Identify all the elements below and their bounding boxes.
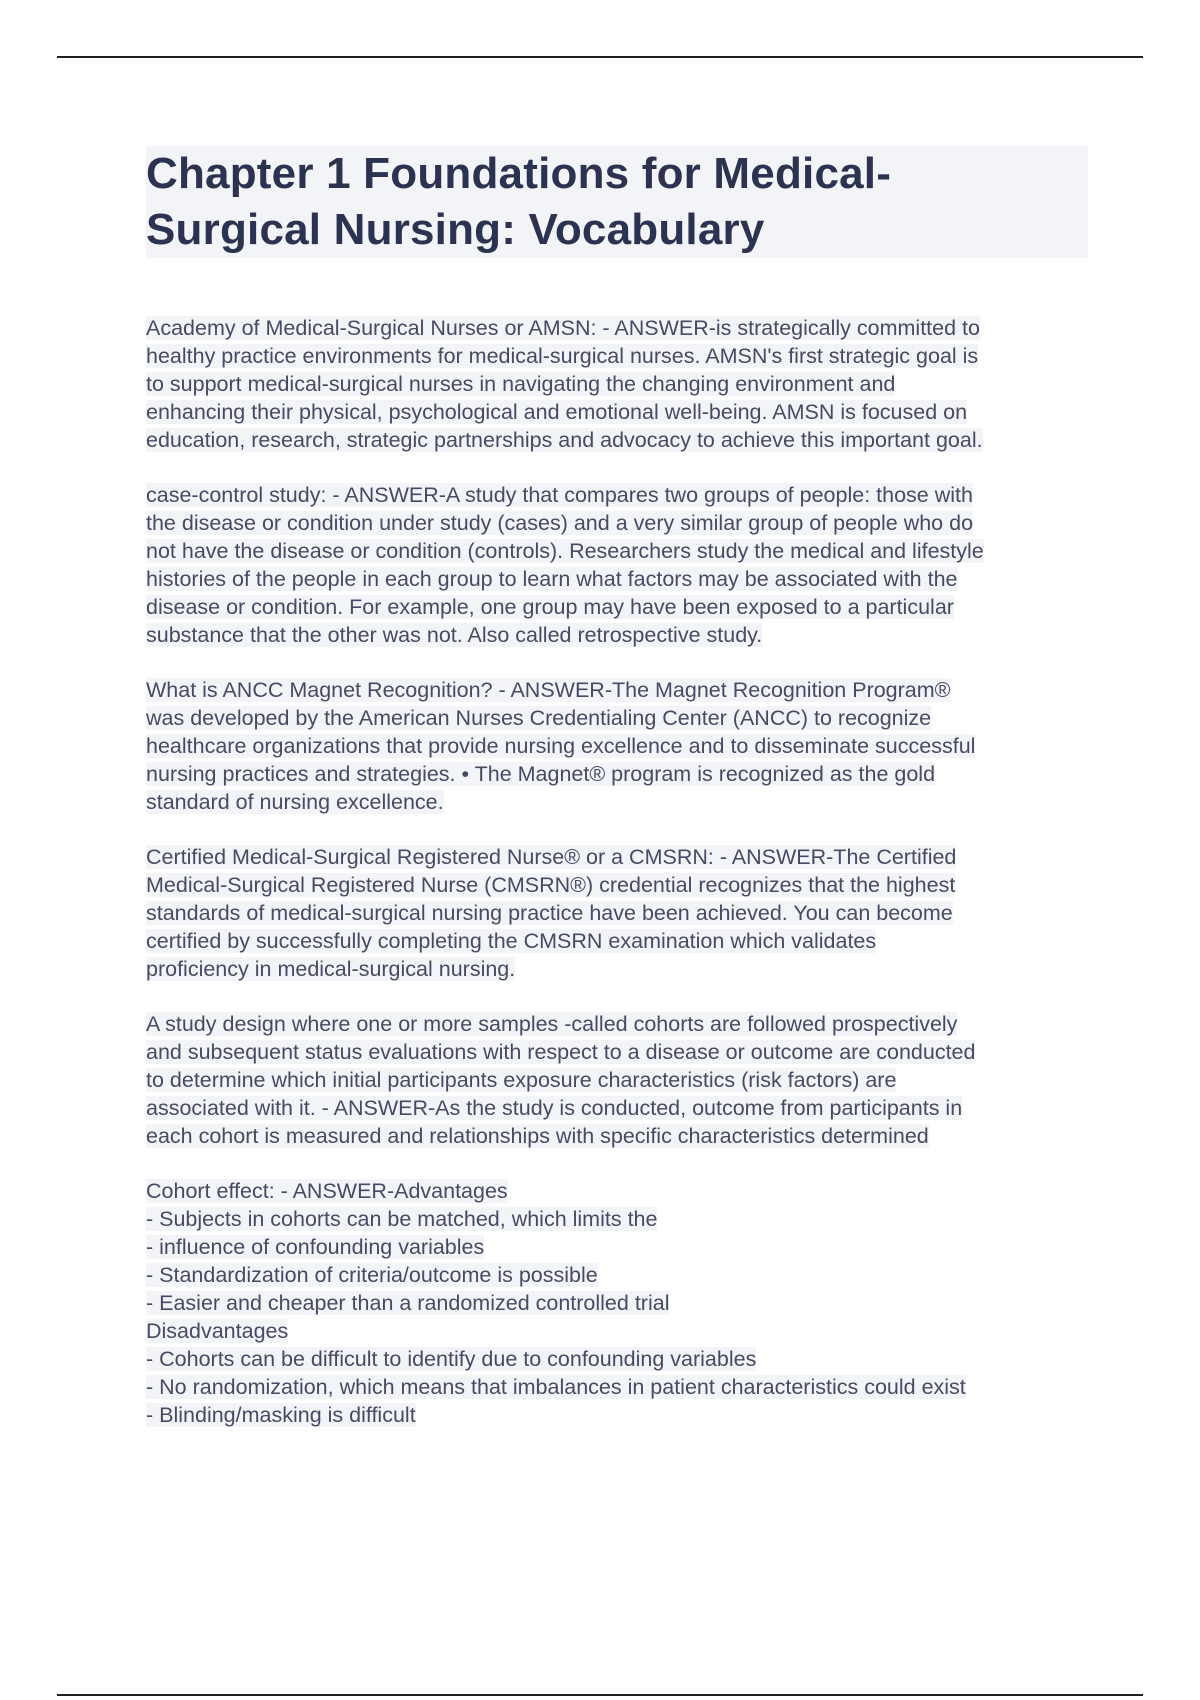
entry-line xyxy=(146,621,1088,649)
entry-line xyxy=(146,760,1088,788)
vocabulary-entry xyxy=(146,1177,1088,1429)
vocabulary-entry xyxy=(146,676,1088,816)
bottom-rule xyxy=(57,1694,1143,1696)
entry-line xyxy=(146,1122,1088,1150)
top-rule xyxy=(57,56,1143,58)
vocabulary-list xyxy=(146,314,1088,1429)
entry-line-text: Cohort effect: - ANSWER-Advantages xyxy=(146,1179,508,1203)
vocabulary-entry xyxy=(146,481,1088,649)
entry-line xyxy=(146,1233,1088,1261)
entry-line xyxy=(146,955,1088,983)
entry-line-text: each cohort is measured and relationships with specific characteristics determined xyxy=(146,1124,929,1148)
entry-line-text: - Cohorts can be difficult to identify due to confounding variables xyxy=(146,1347,757,1371)
entry-line-text: certified by successfully completing the CMSRN examination which validates xyxy=(146,929,877,953)
entry-line-text: What is ANCC Magnet Recognition? - ANSWER-The Magnet Recognition Program® xyxy=(146,678,951,702)
entry-line-text: - influence of confounding variables xyxy=(146,1235,485,1259)
entry-line xyxy=(146,1317,1088,1345)
entry-line xyxy=(146,537,1088,565)
entry-line xyxy=(146,1177,1088,1205)
entry-line-text: - Easier and cheaper than a randomized controlled trial xyxy=(146,1291,670,1315)
entry-line-text: substance that the other was not. Also called retrospective study. xyxy=(146,623,763,647)
entry-line-text: - Blinding/masking is difficult xyxy=(146,1403,416,1427)
entry-line xyxy=(146,1094,1088,1122)
page-title xyxy=(146,146,1088,258)
entry-line-text: standard of nursing excellence. xyxy=(146,790,444,814)
entry-line xyxy=(146,342,1088,370)
entry-line-text: associated with it. - ANSWER-As the study is conducted, outcome from participants in xyxy=(146,1096,963,1120)
title-line: Chapter 1 Foundations for Medical- xyxy=(146,149,892,198)
entry-line xyxy=(146,704,1088,732)
entry-line xyxy=(146,509,1088,537)
entry-line xyxy=(146,1345,1088,1373)
entry-line xyxy=(146,843,1088,871)
vocabulary-entry xyxy=(146,843,1088,983)
title-line: Surgical Nursing: Vocabulary xyxy=(146,205,765,254)
entry-line xyxy=(146,426,1088,454)
entry-line-text: the disease or condition under study (cases) and a very similar group of people who do xyxy=(146,511,974,535)
entry-line-text: Certified Medical-Surgical Registered Nurse® or a CMSRN: - ANSWER-The Certified xyxy=(146,845,957,869)
entry-line-text: nursing practices and strategies. • The Magnet® program is recognized as the gold xyxy=(146,762,936,786)
entry-line-text: - No randomization, which means that imbalances in patient characteristics could exist xyxy=(146,1375,966,1399)
entry-line-text: healthcare organizations that provide nursing excellence and to disseminate successful xyxy=(146,734,976,758)
entry-line-text: education, research, strategic partnerships and advocacy to achieve this important goal. xyxy=(146,428,983,452)
entry-line-text: standards of medical-surgical nursing practice have been achieved. You can become xyxy=(146,901,953,925)
entry-line-text: not have the disease or condition (controls). Researchers study the medical and lifestyle xyxy=(146,539,984,563)
entry-line-text: to support medical-surgical nurses in navigating the changing environment and xyxy=(146,372,896,396)
entry-line xyxy=(146,1261,1088,1289)
entry-line-text: and subsequent status evaluations with respect to a disease or outcome are conducted xyxy=(146,1040,976,1064)
entry-line xyxy=(146,927,1088,955)
entry-line xyxy=(146,1373,1088,1401)
entry-line xyxy=(146,676,1088,704)
entry-line xyxy=(146,1401,1088,1429)
entry-line xyxy=(146,1010,1088,1038)
entry-line xyxy=(146,788,1088,816)
entry-line-text: histories of the people in each group to learn what factors may be associated with the xyxy=(146,567,958,591)
document-body xyxy=(146,146,1088,1456)
entry-line-text: disease or condition. For example, one group may have been exposed to a particular xyxy=(146,595,954,619)
entry-line-text: - Subjects in cohorts can be matched, which limits the xyxy=(146,1207,658,1231)
vocabulary-entry xyxy=(146,314,1088,454)
entry-line-text: Medical-Surgical Registered Nurse (CMSRN®) credential recognizes that the highest xyxy=(146,873,956,897)
entry-line xyxy=(146,314,1088,342)
entry-line xyxy=(146,732,1088,760)
entry-line xyxy=(146,1066,1088,1094)
entry-line xyxy=(146,871,1088,899)
entry-line-text: Academy of Medical-Surgical Nurses or AMSN: - ANSWER-is strategically committed to xyxy=(146,316,980,340)
entry-line xyxy=(146,398,1088,426)
entry-line-text: Disadvantages xyxy=(146,1319,289,1343)
entry-line xyxy=(146,899,1088,927)
entry-line xyxy=(146,1038,1088,1066)
entry-line-text: proficiency in medical-surgical nursing. xyxy=(146,957,516,981)
entry-line xyxy=(146,593,1088,621)
entry-line xyxy=(146,481,1088,509)
entry-line xyxy=(146,1289,1088,1317)
entry-line-text: A study design where one or more samples -called cohorts are followed prospectively xyxy=(146,1012,958,1036)
vocabulary-entry xyxy=(146,1010,1088,1150)
entry-line xyxy=(146,370,1088,398)
entry-line xyxy=(146,565,1088,593)
entry-line-text: healthy practice environments for medical-surgical nurses. AMSN's first strategic goal is xyxy=(146,344,979,368)
entry-line-text: was developed by the American Nurses Credentialing Center (ANCC) to recognize xyxy=(146,706,932,730)
entry-line-text: to determine which initial participants exposure characteristics (risk factors) are xyxy=(146,1068,897,1092)
entry-line-text: enhancing their physical, psychological and emotional well-being. AMSN is focused on xyxy=(146,400,968,424)
entry-line-text: case-control study: - ANSWER-A study that compares two groups of people: those with xyxy=(146,483,973,507)
entry-line xyxy=(146,1205,1088,1233)
entry-line-text: - Standardization of criteria/outcome is possible xyxy=(146,1263,598,1287)
